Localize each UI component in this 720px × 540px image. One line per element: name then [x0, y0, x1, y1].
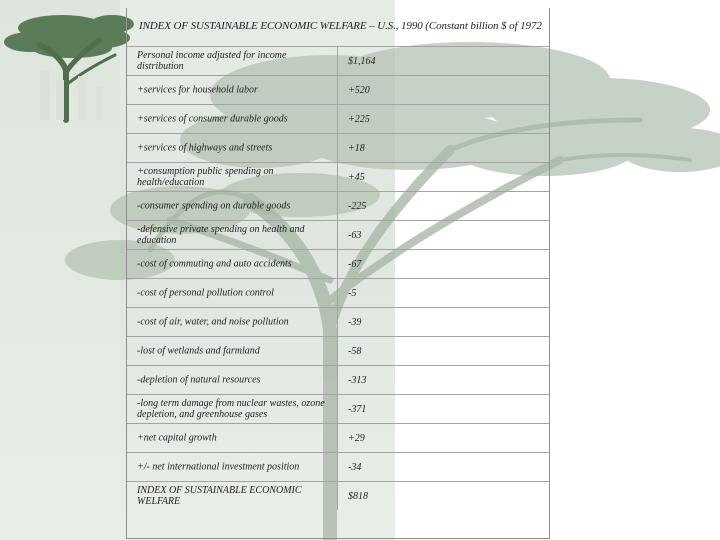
table-row [127, 394, 549, 423]
row-value: +520 [337, 76, 370, 104]
table-row [127, 162, 549, 191]
tree-logo-icon [0, 0, 140, 140]
row-value: -39 [337, 308, 361, 336]
row-label: +services of consumer durable goods [137, 113, 288, 125]
table-row [127, 191, 549, 220]
table-row [127, 452, 549, 481]
table-row [127, 336, 549, 365]
row-value: $818 [337, 482, 368, 510]
table-row [127, 75, 549, 104]
row-label: INDEX OF SUSTAINABLE ECONOMIC WELFARE [137, 485, 302, 507]
row-value: -5 [337, 279, 356, 307]
table-row [127, 249, 549, 278]
row-value: -371 [337, 395, 366, 423]
row-label: -cost of personal pollution control [137, 287, 274, 299]
row-label: +/- net international investment position [137, 461, 300, 473]
row-label: Personal income adjusted for income distribution [137, 50, 287, 72]
row-value: -313 [337, 366, 366, 394]
row-label: -cost of commuting and auto accidents [137, 258, 292, 270]
row-value: +29 [337, 424, 365, 452]
row-label: -consumer spending on durable goods [137, 200, 291, 212]
table-row [127, 481, 549, 510]
row-label: -long term damage from nuclear wastes, ozone depletion, and greenhouse gases [137, 398, 325, 420]
table-row [127, 104, 549, 133]
row-value: -34 [337, 453, 361, 481]
row-label: +services of highways and streets [137, 142, 273, 154]
isew-table [126, 8, 550, 539]
row-label: -cost of air, water, and noise pollution [137, 316, 289, 328]
row-value: +18 [337, 134, 365, 162]
row-label: +services for household labor [137, 84, 258, 96]
table-title: INDEX OF SUSTAINABLE ECONOMIC WELFARE – U.S., 1990 (Constant billion $ of 1972 [139, 20, 542, 32]
row-value: $1,164 [337, 47, 376, 75]
row-value: -67 [337, 250, 361, 278]
row-label: +consumption public spending on health/education [137, 166, 274, 188]
table-row [127, 133, 549, 162]
row-value: -63 [337, 221, 361, 249]
table-row [127, 307, 549, 336]
row-label: -depletion of natural resources [137, 374, 261, 386]
row-label: -defensive private spending on health and education [137, 224, 305, 246]
row-value: -58 [337, 337, 361, 365]
row-label: -lost of wetlands and farmland [137, 345, 260, 357]
table-row [127, 365, 549, 394]
table-row [127, 423, 549, 452]
row-label: +net capital growth [137, 432, 217, 444]
table-body [127, 46, 549, 510]
row-value: -225 [337, 192, 366, 220]
table-row [127, 220, 549, 249]
row-value: +45 [337, 163, 365, 191]
table-row [127, 278, 549, 307]
table-row [127, 46, 549, 75]
row-value: +225 [337, 105, 370, 133]
